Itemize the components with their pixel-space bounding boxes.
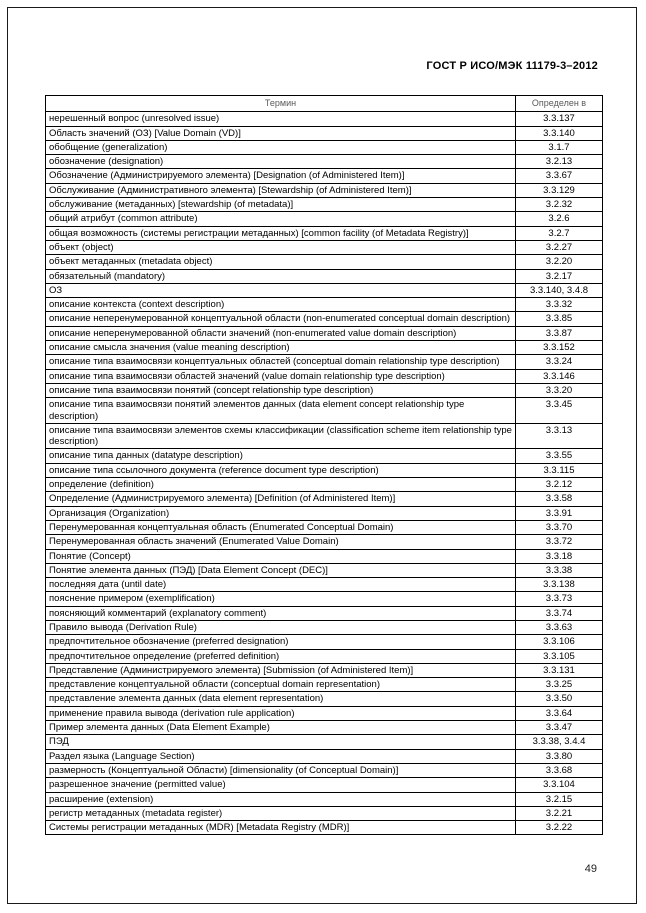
term-cell: представление концептуальной области (conceptual domain representation) — [46, 678, 516, 692]
term-cell: нерешенный вопрос (unresolved issue) — [46, 112, 516, 126]
defined-in-cell: 3.3.104 — [516, 778, 603, 792]
defined-in-cell: 3.3.68 — [516, 763, 603, 777]
document-page — [7, 7, 637, 904]
defined-in-cell: 3.3.91 — [516, 506, 603, 520]
term-cell: описание смысла значения (value meaning description) — [46, 341, 516, 355]
terms-table-body — [46, 112, 603, 835]
table-row — [46, 126, 603, 140]
table-row — [46, 283, 603, 297]
table-row — [46, 663, 603, 677]
term-cell: объект (object) — [46, 240, 516, 254]
table-row — [46, 140, 603, 154]
table-row — [46, 635, 603, 649]
defined-in-cell: 3.3.13 — [516, 423, 603, 449]
term-cell: расширение (extension) — [46, 792, 516, 806]
defined-in-cell: 3.3.18 — [516, 549, 603, 563]
term-cell: последняя дата (until date) — [46, 578, 516, 592]
defined-in-cell: 3.3.140 — [516, 126, 603, 140]
term-cell: описание неперенумерованной области значений (non-enumerated value domain description) — [46, 326, 516, 340]
term-cell: Область значений (ОЗ) [Value Domain (VD)] — [46, 126, 516, 140]
table-row — [46, 463, 603, 477]
table-row — [46, 792, 603, 806]
defined-in-cell: 3.3.85 — [516, 312, 603, 326]
table-row — [46, 312, 603, 326]
table-row — [46, 398, 603, 424]
defined-in-cell: 3.2.20 — [516, 255, 603, 269]
term-cell: Системы регистрации метаданных (MDR) [Metadata Registry (MDR)] — [46, 821, 516, 835]
table-row — [46, 806, 603, 820]
term-cell: предпочтительное обозначение (preferred designation) — [46, 635, 516, 649]
term-cell: обозначение (designation) — [46, 155, 516, 169]
table-row — [46, 606, 603, 620]
term-cell: описание типа взаимосвязи областей значений (value domain relationship type description) — [46, 369, 516, 383]
defined-in-cell: 3.2.13 — [516, 155, 603, 169]
defined-in-cell: 3.1.7 — [516, 140, 603, 154]
table-row — [46, 369, 603, 383]
term-cell: обобщение (generalization) — [46, 140, 516, 154]
table-row — [46, 112, 603, 126]
defined-in-cell: 3.3.67 — [516, 169, 603, 183]
table-row — [46, 355, 603, 369]
term-cell: Понятие (Concept) — [46, 549, 516, 563]
defined-in-cell: 3.3.45 — [516, 398, 603, 424]
term-cell: обязательный (mandatory) — [46, 269, 516, 283]
term-cell: ОЗ — [46, 283, 516, 297]
term-cell: поясняющий комментарий (explanatory comment) — [46, 606, 516, 620]
term-cell: общий атрибут (common attribute) — [46, 212, 516, 226]
table-row — [46, 592, 603, 606]
table-row — [46, 692, 603, 706]
term-cell: Обслуживание (Административного элемента) [Stewardship (of Administered Item)] — [46, 183, 516, 197]
defined-in-cell: 3.3.137 — [516, 112, 603, 126]
term-cell: описание неперенумерованной концептуальной области (non-enumerated conceptual domain description) — [46, 312, 516, 326]
term-cell: Правило вывода (Derivation Rule) — [46, 620, 516, 634]
table-row — [46, 240, 603, 254]
term-cell: общая возможность (системы регистрации метаданных) [common facility (of Metadata Registry)] — [46, 226, 516, 240]
defined-in-cell: 3.3.38, 3.4.4 — [516, 735, 603, 749]
defined-in-cell: 3.3.73 — [516, 592, 603, 606]
term-cell: описание типа взаимосвязи понятий (concept relationship type description) — [46, 383, 516, 397]
defined-in-cell: 3.3.129 — [516, 183, 603, 197]
table-row — [46, 269, 603, 283]
defined-in-cell: 3.3.70 — [516, 520, 603, 534]
page-number: 49 — [584, 863, 597, 875]
table-row — [46, 198, 603, 212]
defined-in-cell: 3.3.106 — [516, 635, 603, 649]
table-row — [46, 821, 603, 835]
defined-in-cell: 3.3.115 — [516, 463, 603, 477]
term-cell: описание типа взаимосвязи понятий элементов данных (data element concept relationship type description) — [46, 398, 516, 424]
term-cell: размерность (Концептуальной Области) [dimensionality (of Conceptual Domain)] — [46, 763, 516, 777]
table-row — [46, 506, 603, 520]
table-row — [46, 155, 603, 169]
defined-in-cell: 3.3.131 — [516, 663, 603, 677]
table-row — [46, 449, 603, 463]
defined-in-cell: 3.3.105 — [516, 649, 603, 663]
defined-in-cell: 3.2.15 — [516, 792, 603, 806]
term-cell: определение (definition) — [46, 478, 516, 492]
term-cell: применение правила вывода (derivation rule application) — [46, 706, 516, 720]
table-row — [46, 298, 603, 312]
term-cell: разрешенное значение (permitted value) — [46, 778, 516, 792]
term-cell: описание типа взаимосвязи концептуальных областей (conceptual domain relationship type description) — [46, 355, 516, 369]
table-row — [46, 255, 603, 269]
table-row — [46, 549, 603, 563]
term-cell: описание контекста (context description) — [46, 298, 516, 312]
table-row — [46, 578, 603, 592]
term-cell: регистр метаданных (metadata register) — [46, 806, 516, 820]
table-row — [46, 649, 603, 663]
defined-in-cell: 3.3.24 — [516, 355, 603, 369]
defined-in-cell: 3.3.58 — [516, 492, 603, 506]
term-cell: описание типа взаимосвязи элементов схемы классификации (classification scheme item relationship type description) — [46, 423, 516, 449]
defined-in-cell: 3.2.21 — [516, 806, 603, 820]
table-row — [46, 341, 603, 355]
defined-in-cell: 3.3.32 — [516, 298, 603, 312]
defined-in-cell: 3.2.7 — [516, 226, 603, 240]
table-header-row — [46, 96, 603, 112]
table-row — [46, 620, 603, 634]
defined-in-cell: 3.3.47 — [516, 721, 603, 735]
defined-in-cell: 3.2.6 — [516, 212, 603, 226]
term-cell: Перенумерованная область значений (Enumerated Value Domain) — [46, 535, 516, 549]
defined-in-cell: 3.2.17 — [516, 269, 603, 283]
defined-in-cell: 3.3.72 — [516, 535, 603, 549]
term-cell: Обозначение (Администрируемого элемента) [Designation (of Administered Item)] — [46, 169, 516, 183]
defined-in-cell: 3.3.146 — [516, 369, 603, 383]
table-row — [46, 563, 603, 577]
table-row — [46, 749, 603, 763]
table-row — [46, 678, 603, 692]
term-cell: Раздел языка (Language Section) — [46, 749, 516, 763]
table-row — [46, 763, 603, 777]
term-cell: Пример элемента данных (Data Element Example) — [46, 721, 516, 735]
defined-in-cell: 3.3.38 — [516, 563, 603, 577]
term-cell: Представление (Администрируемого элемента) [Submission (of Administered Item)] — [46, 663, 516, 677]
term-cell: описание типа данных (datatype description) — [46, 449, 516, 463]
term-cell: ПЭД — [46, 735, 516, 749]
term-cell: пояснение примером (exemplification) — [46, 592, 516, 606]
term-cell: Определение (Администрируемого элемента) [Definition (of Administered Item)] — [46, 492, 516, 506]
term-cell: Понятие элемента данных (ПЭД) [Data Element Concept (DEC)] — [46, 563, 516, 577]
table-row — [46, 226, 603, 240]
defined-in-cell: 3.3.80 — [516, 749, 603, 763]
defined-in-cell: 3.3.138 — [516, 578, 603, 592]
defined-in-cell: 3.2.12 — [516, 478, 603, 492]
table-row — [46, 778, 603, 792]
defined-in-cell: 3.2.22 — [516, 821, 603, 835]
defined-in-cell: 3.3.25 — [516, 678, 603, 692]
table-row — [46, 492, 603, 506]
table-row — [46, 383, 603, 397]
table-row — [46, 326, 603, 340]
term-cell: Организация (Organization) — [46, 506, 516, 520]
table-row — [46, 478, 603, 492]
defined-in-cell: 3.3.50 — [516, 692, 603, 706]
table-row — [46, 183, 603, 197]
defined-in-cell: 3.2.32 — [516, 198, 603, 212]
defined-in-cell: 3.3.140, 3.4.8 — [516, 283, 603, 297]
term-cell: представление элемента данных (data element representation) — [46, 692, 516, 706]
table-row — [46, 423, 603, 449]
column-header-defined-in: Определен в — [516, 96, 603, 112]
term-cell: описание типа ссылочного документа (reference document type description) — [46, 463, 516, 477]
document-standard-title: ГОСТ Р ИСО/МЭК 11179-3–2012 — [426, 60, 598, 72]
defined-in-cell: 3.3.74 — [516, 606, 603, 620]
table-row — [46, 721, 603, 735]
term-cell: Перенумерованная концептуальная область (Enumerated Conceptual Domain) — [46, 520, 516, 534]
defined-in-cell: 3.3.55 — [516, 449, 603, 463]
table-row — [46, 212, 603, 226]
defined-in-cell: 3.3.20 — [516, 383, 603, 397]
terms-index-table — [45, 95, 603, 835]
column-header-term: Термин — [46, 96, 516, 112]
table-row — [46, 520, 603, 534]
defined-in-cell: 3.3.64 — [516, 706, 603, 720]
table-row — [46, 535, 603, 549]
term-cell: обслуживание (метаданных) [stewardship (of metadata)] — [46, 198, 516, 212]
table-row — [46, 169, 603, 183]
term-cell: предпочтительное определение (preferred definition) — [46, 649, 516, 663]
defined-in-cell: 3.2.27 — [516, 240, 603, 254]
term-cell: объект метаданных (metadata object) — [46, 255, 516, 269]
defined-in-cell: 3.3.152 — [516, 341, 603, 355]
defined-in-cell: 3.3.63 — [516, 620, 603, 634]
table-row — [46, 706, 603, 720]
defined-in-cell: 3.3.87 — [516, 326, 603, 340]
table-row — [46, 735, 603, 749]
